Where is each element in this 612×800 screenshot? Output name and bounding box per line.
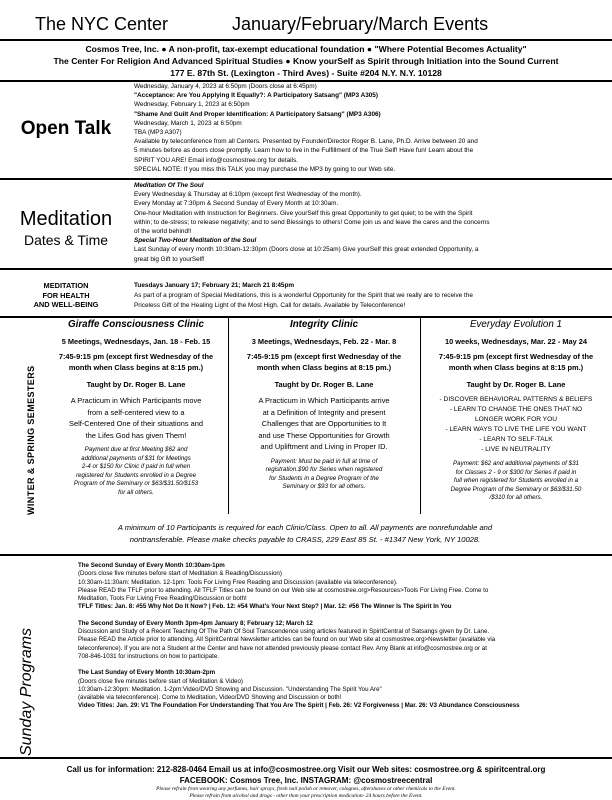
text-line: of the world behind!! — [134, 228, 192, 236]
text-line: 5 minutes before as doors close promptly. Learn how to live in the Fulfillment of the True Self! Have fun! Learn about the — [134, 147, 474, 155]
text-line: TFLF Titles: Jan. 8: #55 Why Not Do It Now? | Feb. 12: #54 What's Your Next Step? | Mar. 12: #56 The Winner Is The Spirit In You — [78, 603, 452, 611]
clinic-title: Giraffe Consciousness Clinic — [68, 319, 204, 330]
text-line: teleconference). If you are not a Student at the Center and have not attended previously please contact Rev. Amy Blank at info@cosmostree.org or at — [78, 644, 487, 652]
divider — [0, 178, 612, 180]
notice-line: Please refrain from alcohol and drugs - other than your prescription medication- 24 hours before the Event. — [189, 793, 423, 799]
clinic-desc: A Practicum in Which Participants move — [70, 396, 202, 405]
intro-block — [0, 43, 612, 79]
intro-line: Cosmos Tree, Inc. ● A non-profit, tax-exempt educational foundation ● "Where Potential Becomes Actuality" — [85, 44, 527, 54]
clinic-desc: the Lifes God has given Them! — [85, 430, 187, 440]
label-line: MEDITATION — [43, 281, 89, 290]
clinic-payment: full when registered for Students enrolled in a — [453, 477, 579, 485]
clinic-time: month when Class begins at 8:15 pm.) — [448, 363, 584, 372]
intro-line: The Center For Religion And Advanced Spiritual Studies ● Know yourSelf as Spirit through Initiation into the Sound Current — [53, 56, 559, 66]
clinic-integrity — [232, 318, 416, 514]
open-talk-label: Open Talk — [20, 118, 112, 139]
clinic-title: Everyday Evolution 1 — [469, 319, 563, 330]
meditation-sublabel: Dates & Time — [23, 232, 109, 248]
label-line: AND WELL-BEING — [33, 300, 99, 310]
divider — [0, 554, 612, 556]
clinic-payment: for Classes 2 - 9 or $300 for Series if paid in — [455, 468, 577, 476]
sunday-block — [78, 669, 610, 710]
text-line: Please READ the TFLF prior to attending. All TFLF Titles can be found on our Web site at cosmostree.org>Resources>Tools For Living Free. Come to — [78, 586, 489, 594]
text-line: As part of a program of Special Meditations, this is a wonderful Opportunity for the Spirit that we really are to receive the — [134, 292, 473, 299]
health-text — [134, 281, 608, 311]
text-line: Wednesday, February 1, 2023 at 6:50pm — [134, 101, 250, 109]
clinic-payment: 2-4 or $150 for Clinic if paid in full when — [81, 463, 191, 471]
clinic-schedule: 3 Meetings, Wednesdays, Feb. 22 - Mar. 8 — [251, 337, 397, 346]
text-line: Last Sunday of every month 10:30am-12:30pm (Doors close at 10:25am) Give yourSelf this great extended Opportunity, a — [134, 246, 479, 254]
label-line: FOR HEALTH — [42, 290, 90, 300]
sunday-side-label: Sunday Programs — [18, 627, 35, 756]
clinic-schedule: 10 weeks, Wednesdays, Mar. 22 - May 24 — [444, 337, 587, 346]
clinic-desc: - LEARN TO SELF-TALK — [479, 436, 553, 443]
clinic-desc: - DISCOVER BEHAVIORAL PATTERNS & BELIEFS — [439, 396, 593, 403]
clinic-desc: and use These Opportunities for Growth — [258, 430, 390, 440]
text-line: SPIRIT YOU ARE! Email info@cosmostree.org for details. — [134, 156, 298, 164]
text-line: Every Monday at 7:30pm & Second Sunday of Every Month at 10:30am. — [134, 200, 339, 208]
clinic-teacher: Taught by Dr. Roger B. Lane — [274, 379, 374, 389]
text-line: 708-846-1031 for instructions on how to participate. — [78, 652, 220, 660]
clinic-time: month when Class begins at 8:15 pm.) — [68, 363, 204, 372]
text-line: Discussion and Study of a Recent Teaching Of The Path Of Soul Transcendence using articles featured in SpiritCentral of Satsangs given by Dr. Lane. — [78, 628, 490, 636]
sunday-block — [78, 620, 610, 661]
text-line: Meditation, Tools For Living Free Reading/Discussion or both! — [78, 595, 247, 603]
health-label — [0, 281, 132, 310]
text-line: Video Titles: Jan. 29: V1 The Foundation For Understanding That You Are The Spirit | Feb. 26: V2 Forgiveness | Mar. 26: V3 Abundance Consciousness — [78, 702, 520, 710]
clinic-title: Integrity Clinic — [289, 319, 359, 330]
sunday-block — [78, 562, 610, 612]
notice-line: nontransferable. Please make checks payable to CRASS, 229 East 85 St. - #1347 New York, NY 10028. — [129, 535, 481, 544]
text-line: 10:30am-11:30am: Meditation. 12-1pm: Tools For Living Free Reading and Discussion (available via teleconference). — [78, 578, 398, 586]
meditation-text — [134, 181, 608, 264]
notice-line: A minimum of 10 Participants is required for each Clinic/Class. Open to all. All payments are nonrefundable and — [117, 523, 493, 532]
clinic-payment: registered for Students enrolled in a Degree — [75, 471, 197, 479]
open-talk-text — [134, 82, 608, 174]
notice-line: Please refrain from wearing any perfumes, hair sprays, fresh nail polish or remover, colognes, aftershaves or other chemicals to the Event. — [156, 786, 456, 792]
text-line: Please READ the Article prior to attending. All SpiritCentral Newsletter articles can be found on our Web site at cosmostree.org>Newsletter (available via — [78, 636, 496, 644]
clinic-payment: Degree Program of the Seminary or $63/$31.50 — [450, 485, 582, 493]
clinic-time: 7:45-9:15 pm (except first Wednesday of the — [438, 351, 594, 361]
semesters-side-label: WINTER & SPRING SEMESTERS — [26, 365, 36, 515]
clinic-giraffe — [50, 318, 222, 514]
text-line: Wednesday, January 4, 2023 at 6:50pm (Doors close at 6:45pm) — [134, 83, 317, 90]
contact-line: Call us for information: 212-828-0464 Email us at info@cosmostree.org Visit our Web sites: cosmostree.org & spiritcentral.org — [66, 765, 546, 774]
meditation-label: Meditation — [19, 208, 113, 230]
footer — [0, 760, 612, 800]
clinic-everyday-evolution — [424, 318, 608, 514]
clinic-desc: - LEARN WAYS TO LIVE THE LIFE YOU WANT — [445, 426, 587, 433]
social-line: FACEBOOK: Cosmos Tree, Inc. INSTAGRAM: @cosmostreecentral — [179, 776, 433, 785]
text-line: "Acceptance: Are You Applying It Equally?: A Participatory Satsang" (MP3 A305) — [134, 92, 378, 100]
clinic-desc: LONGER WORK FOR YOU — [475, 416, 557, 423]
minimum-notice — [50, 522, 560, 546]
text-line: The Last Sunday of Every Month 10:30am-2pm — [78, 669, 216, 677]
text-line: Every Wednesday & Thursday at 6:10pm (except first Wednesday of the month). — [134, 191, 362, 199]
text-line: within; to de-stress; to release negativity; and to send Blessings to others! Come join us and leave the cares and the concerns — [134, 218, 490, 226]
divider — [0, 757, 612, 759]
text-line: Wednesday, March 1, 2023 at 6:50pm — [134, 119, 242, 127]
intro-line: 177 E. 87th St. (Lexington - Third Aves) - Suite #204 N.Y. N.Y. 10128 — [170, 68, 442, 78]
divider — [420, 318, 421, 514]
divider — [228, 318, 229, 514]
clinic-time: 7:45-9:15 pm (except first Wednesday of the — [58, 351, 214, 361]
page-header — [0, 0, 612, 41]
clinic-payment: Seminary or $93 for all others. — [282, 483, 366, 491]
text-line: Meditation Of The Soul — [134, 182, 204, 189]
clinic-desc: at a Definition of Integrity and present — [262, 407, 386, 417]
text-line: SPECIAL NOTE: If you miss this TALK you may purchase the MP3 by going to our Web site. — [134, 165, 396, 173]
text-line: The Second Sunday of Every Month 10:30am-1pm — [78, 562, 225, 569]
text-line: great big Gift to yourSelf! — [134, 255, 205, 263]
clinic-time: month when Class begins at 8:15 pm.) — [256, 363, 392, 372]
clinic-desc: - LEARN TO CHANGE THE ONES THAT NO — [449, 406, 583, 413]
text-line: The Second Sunday of Every Month 3pm-4pm January 8; February 12; March 12 — [78, 619, 313, 627]
text-line: 10:30am-12:30pm: Meditation. 1-2pm:Video/DVD Showing and Discussion. "Understanding The Spirit You Are" — [78, 685, 382, 693]
clinic-schedule: 5 Meetings, Wednesdays, Jan. 18 - Feb. 15 — [61, 337, 211, 346]
clinic-payment: registration.$90 for Series when registered — [265, 466, 383, 474]
text-line: (available via teleconference). Come to Meditation, Video/DVD Showing and Discussion or both! — [78, 694, 342, 702]
clinic-desc: and Upliftment and Living in Proper ID. — [260, 442, 388, 451]
text-line: Priceless Gift of the Healing Light of the Most High. Call for details. Available by Teleconference! — [134, 302, 406, 309]
divider — [0, 268, 612, 270]
clinic-payment: Payment: Must be paid in full at time of — [270, 457, 378, 465]
text-line: (Doors close five minutes before start of Meditation & Reading/Discussion) — [78, 570, 282, 578]
clinic-desc: Challenges that are Opportunities to It — [261, 419, 387, 428]
clinic-payment: additional payments of $31 for Meetings — [81, 454, 191, 462]
text-line: Special Two-Hour Meditation of the Soul — [134, 237, 257, 245]
clinic-time: 7:45-9:15 pm (except first Wednesday of the — [246, 351, 402, 361]
clinic-payment: Program of the Seminary or $63/$31.50/$153 — [73, 480, 199, 488]
clinic-payment: Payment due at first Meeting $62 and — [84, 446, 188, 453]
clinic-desc: - LIVE IN NEUTRALITY — [481, 446, 551, 453]
clinic-teacher: Taught by Dr. Roger B. Lane — [466, 379, 566, 389]
sunday-programs — [78, 562, 610, 719]
text-line: "Shame And Guilt And Proper Identification: A Participatory Satsang" (MP3 A306) — [134, 110, 381, 118]
clinic-desc: from a self-centered view to a — [87, 407, 185, 417]
clinic-desc: Self-Centered One of their situations and — [69, 419, 203, 428]
text-line: One-hour Meditation with Instruction for Beginners. Give yourSelf this great Opportunity to get quiet; to be with the Spirit — [134, 209, 473, 217]
clinic-teacher: Taught by Dr. Roger B. Lane — [86, 379, 186, 389]
clinic-payment: for all others. — [118, 488, 154, 496]
clinic-payment: /$310 for all others. — [489, 494, 543, 502]
clinic-payment: for Students in a Degree Program of the — [269, 474, 379, 482]
text-line: Tuesdays January 17; February 21; March 21 8:45pm — [134, 282, 295, 289]
text-line: TBA (MP3 A307) — [134, 129, 182, 137]
text-line: (Doors close five minutes before start of Meditation & Video) — [78, 677, 243, 685]
clinic-payment: Payment: $62 and additional payments of $31 — [453, 460, 579, 467]
page-title: January/February/March Events — [232, 14, 489, 34]
text-line: Available by teleconference from all Centers. Presented by Founder/Director Roger B. Lane, Ph.D. Arrive between 20 and — [134, 138, 478, 146]
clinic-desc: A Practicum in Which Participants arrive — [258, 396, 390, 405]
center-name: The NYC Center — [35, 14, 169, 34]
